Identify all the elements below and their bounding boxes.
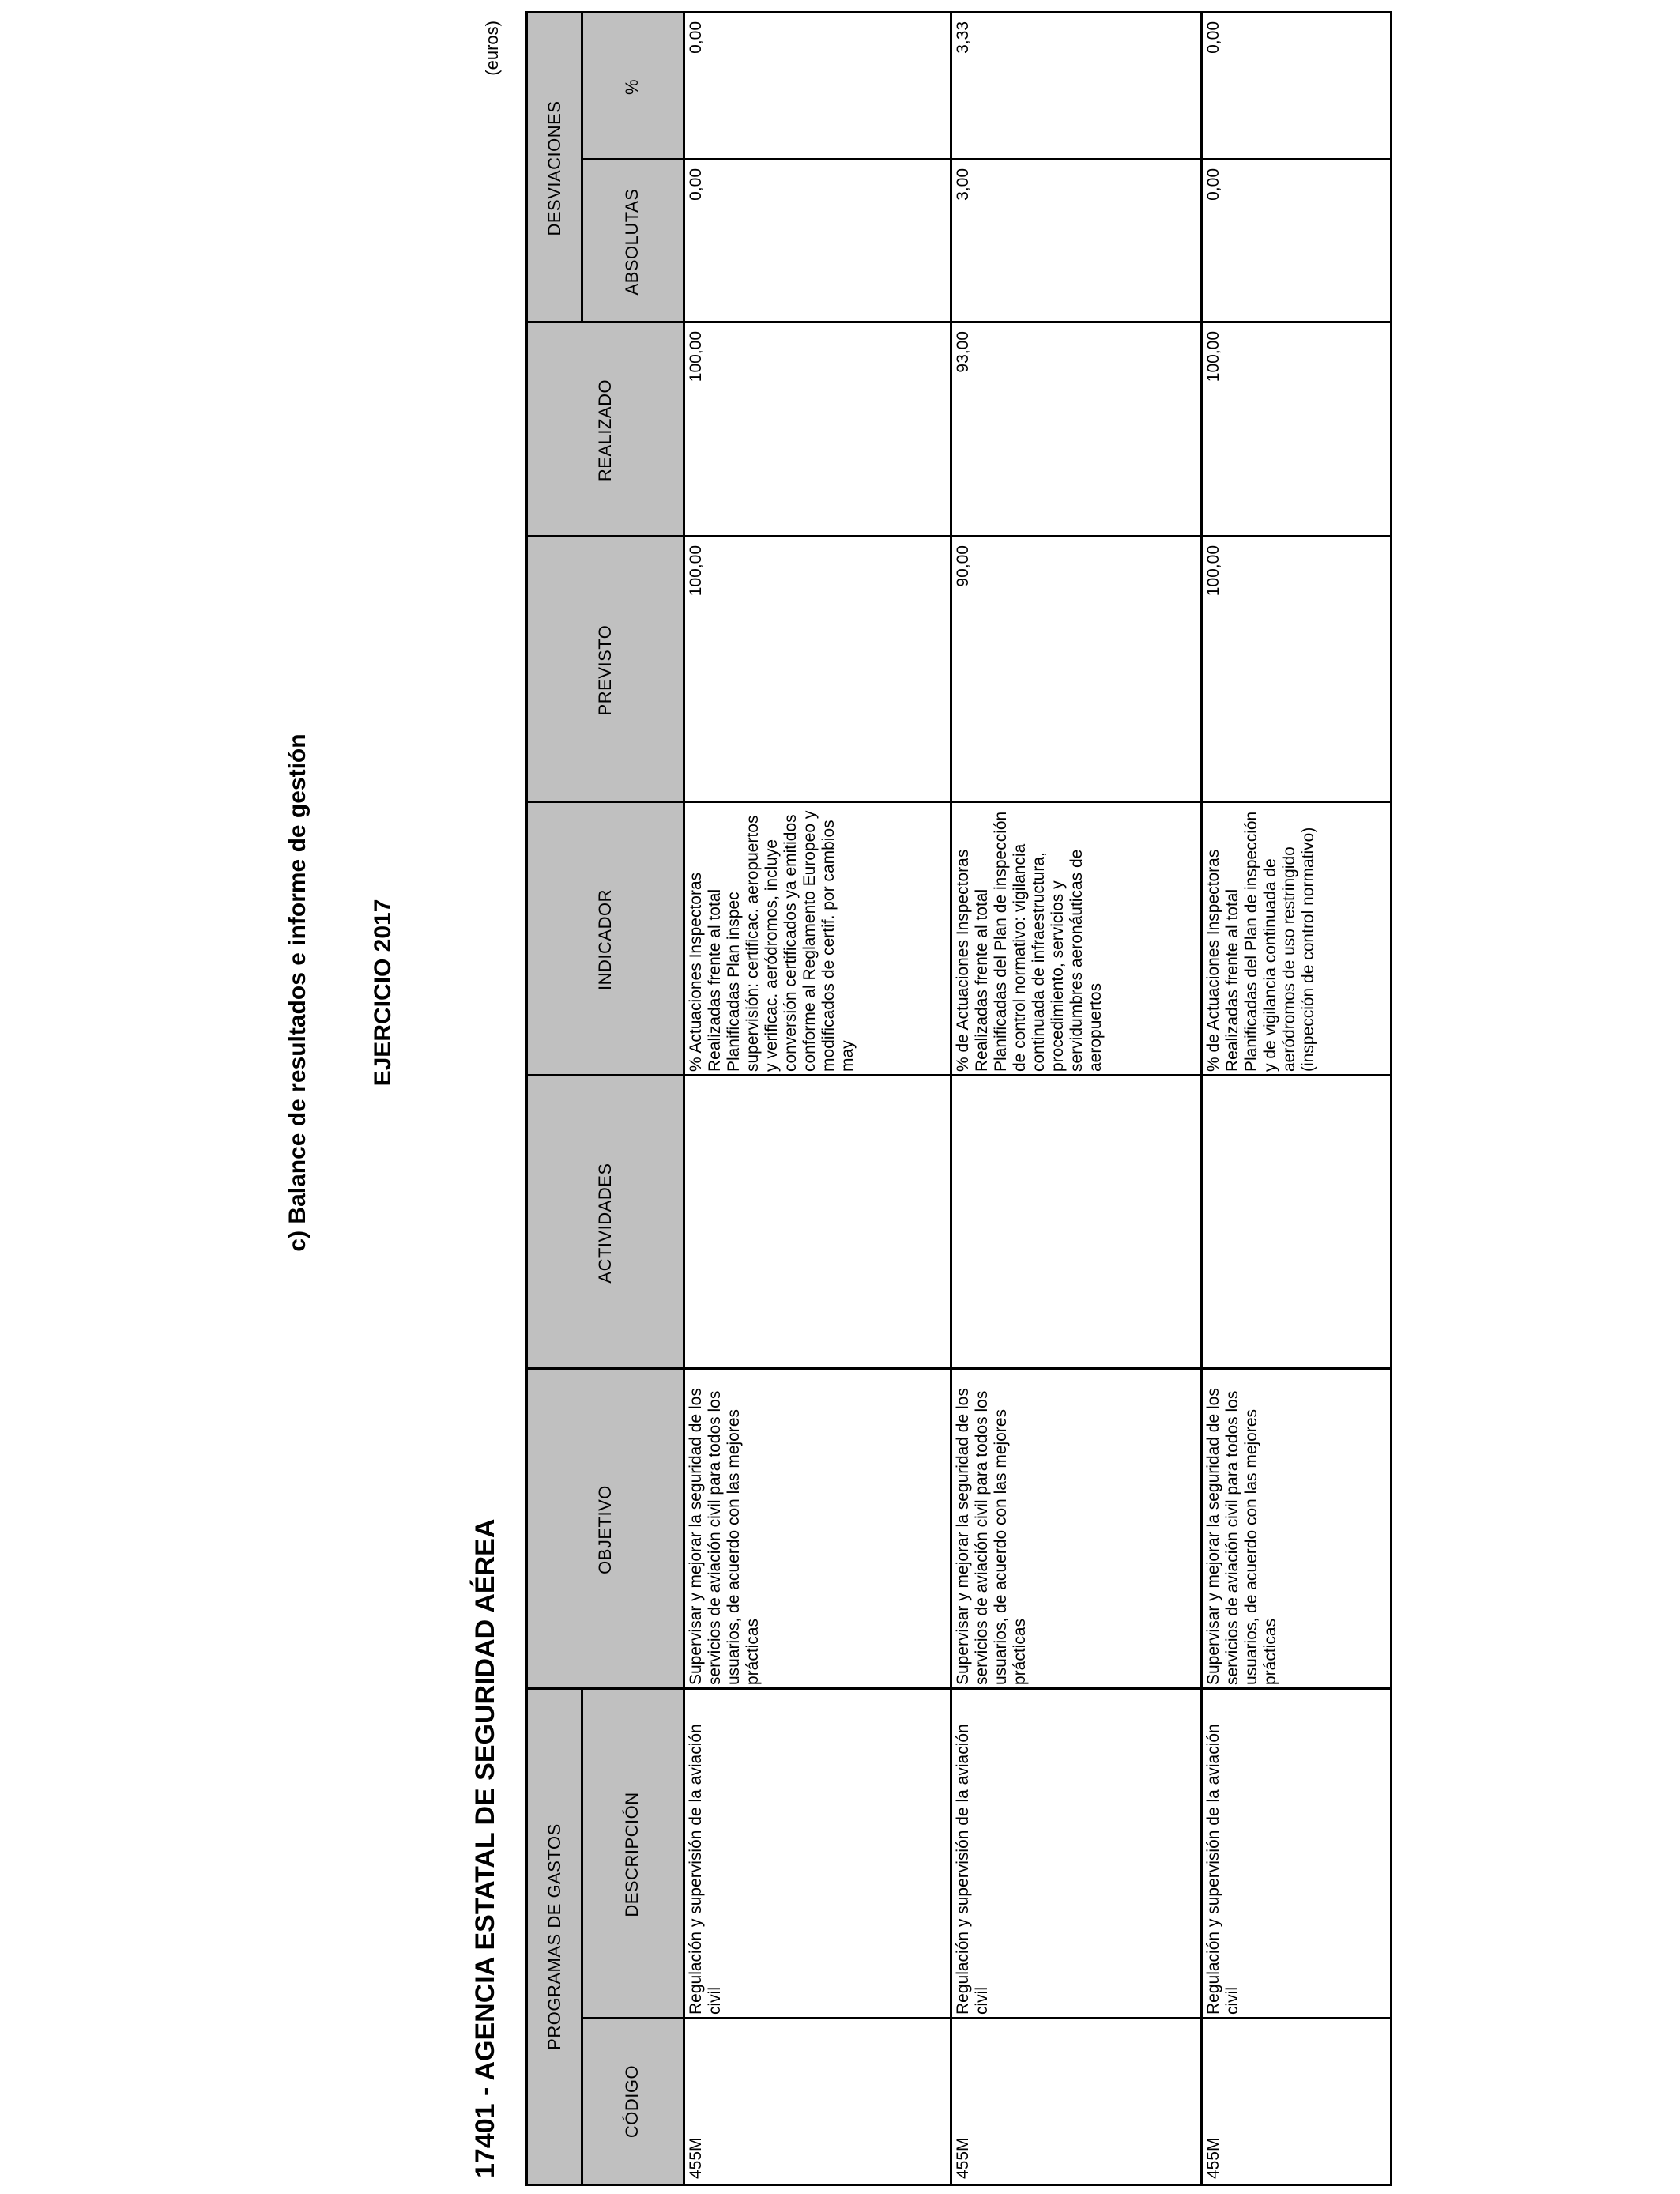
cell-descripcion: Regulación y supervisión de la aviación civil	[954, 1724, 991, 2015]
results-table	[525, 11, 1392, 2186]
exercise-title: EJERCICIO 2017	[370, 899, 396, 1087]
header-descripcion: DESCRIPCIÓN	[581, 1690, 683, 2019]
cell-actividades	[683, 1076, 691, 1370]
cell-realizado: 100,00	[687, 331, 705, 383]
header-group-desviaciones: DESVIACIONES	[528, 13, 581, 323]
cell-objetivo: Supervisar y mejorar la seguridad de los servicios de aviación civil para todos los usuarios, de acuerdo con las mejores prácticas	[1204, 1388, 1279, 1685]
header-realizado: REALIZADO	[528, 323, 683, 537]
cell-indicador: % Actuaciones Inspectoras Realizadas frente al total Planificadas Plan inspec supervisión: certificac. aeropuertos y verificac. aeródromos, incluye conversión certificados ya emitidos conforme al Reglamento Europeo y modificados de certif. por cambios may	[687, 810, 857, 1072]
cell-codigo: 455M	[954, 2137, 972, 2179]
cell-absolutas: 0,00	[687, 168, 705, 201]
section-title: c) Balance de resultados e informe de gestión	[284, 733, 311, 1252]
cell-actividades	[1200, 1076, 1208, 1370]
cell-codigo: 455M	[1204, 2137, 1222, 2179]
cell-descripcion: Regulación y supervisión de la aviación civil	[1204, 1724, 1241, 2015]
cell-realizado: 100,00	[1204, 331, 1222, 383]
cell-pct: 0,00	[1204, 21, 1222, 54]
cell-previsto: 100,00	[1204, 545, 1222, 597]
header-indicador: INDICADOR	[528, 803, 683, 1076]
cell-descripcion: Regulación y supervisión de la aviación civil	[687, 1724, 724, 2015]
cell-absolutas: 3,00	[954, 168, 972, 201]
cell-indicador: % de Actuaciones Inspectoras Realizadas frente al total Planificadas del Plan de inspección de control normativo: vigilancia continuada de infraestructura, procedimiento, servicios y servidumbres aeronáuticas de aeropuertos	[954, 811, 1105, 1072]
units-label: (euros)	[482, 21, 502, 76]
cell-absolutas: 0,00	[1204, 168, 1222, 201]
cell-codigo: 455M	[687, 2137, 705, 2179]
cell-previsto: 100,00	[687, 545, 705, 597]
cell-objetivo: Supervisar y mejorar la seguridad de los servicios de aviación civil para todos los usuarios, de acuerdo con las mejores prácticas	[954, 1388, 1029, 1685]
header-codigo: CÓDIGO	[581, 2019, 683, 2184]
header-actividades: ACTIVIDADES	[528, 1076, 683, 1370]
grid-line	[581, 13, 583, 323]
cell-indicador: % de Actuaciones Inspectoras Realizadas frente al total Planificadas del Plan de inspección y de vigilancia continuada de aeródromos de uso restringido (inspección de control normativo)	[1204, 811, 1317, 1072]
cell-pct: 3,33	[954, 21, 972, 54]
header-pct: %	[581, 13, 683, 160]
agency-title: 17401 - AGENCIA ESTATAL DE SEGURIDAD AÉREA	[470, 1518, 500, 2178]
header-absolutas: ABSOLUTAS	[581, 160, 683, 323]
grid-line	[581, 1690, 583, 2184]
header-objetivo: OBJETIVO	[528, 1370, 683, 1690]
cell-pct: 0,00	[687, 21, 705, 54]
cell-objetivo: Supervisar y mejorar la seguridad de los servicios de aviación civil para todos los usuarios, de acuerdo con las mejores prácticas	[687, 1388, 762, 1685]
header-group-programas: PROGRAMAS DE GASTOS	[528, 1690, 581, 2184]
header-previsto: PREVISTO	[528, 537, 683, 803]
cell-actividades	[950, 1076, 958, 1370]
cell-realizado: 93,00	[954, 331, 972, 373]
cell-previsto: 90,00	[954, 545, 972, 587]
